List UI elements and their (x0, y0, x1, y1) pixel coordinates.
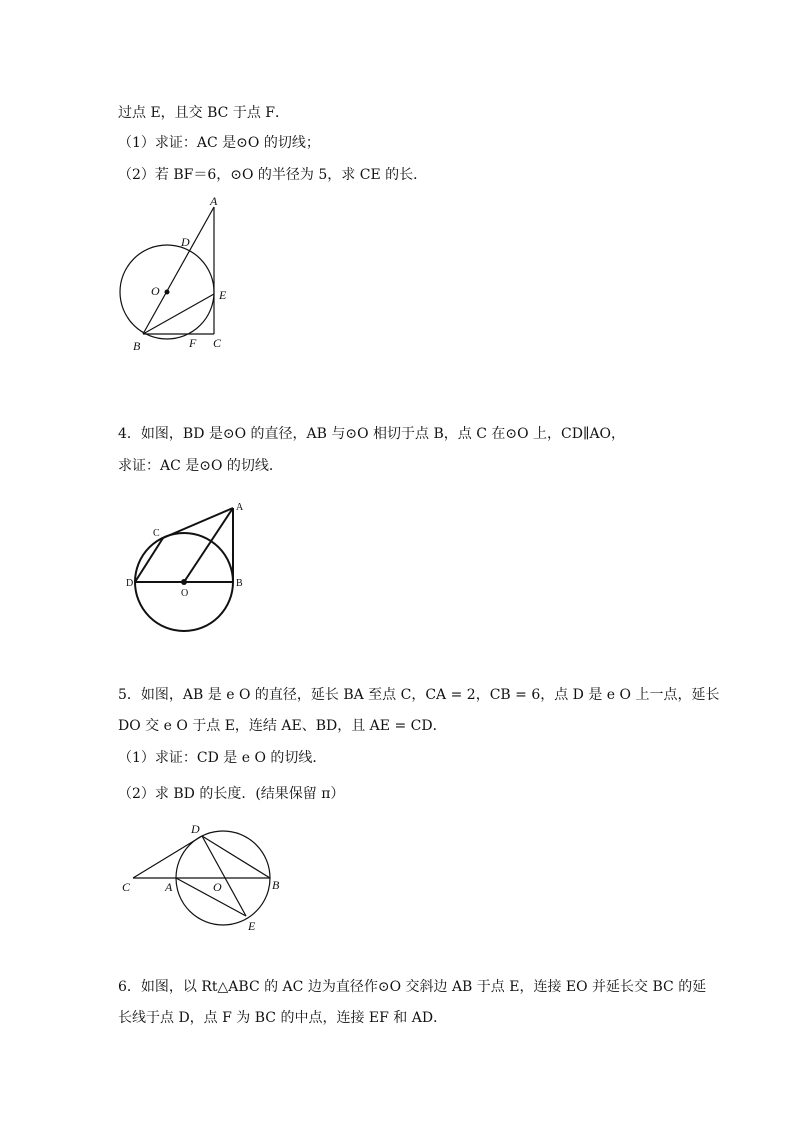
p3-question-2: （2）若 BF＝6，⊙O 的半径为 5，求 CE 的长． (118, 167, 428, 183)
p5-label-d: D (191, 822, 200, 836)
p3-text-line1: 过点 E，且交 BC 于点 F． (118, 105, 289, 121)
p5-label-e: E (248, 919, 256, 933)
p4-label-o: O (181, 588, 189, 599)
p4-label-d: D (126, 578, 134, 589)
p6-text-line1: 6．如图，以 Rt△ABC 的 AC 边为直径作⊙O 交斜边 AB 于点 E，连接 EO 并延长交 BC 的延 (118, 979, 707, 995)
p3-label-d: D (181, 235, 190, 249)
p4-text-line2: 求证：AC 是⊙O 的切线． (118, 458, 283, 474)
p5-label-a: A (165, 880, 173, 894)
p3-label-o: O (151, 284, 160, 298)
p4-label-a: A (236, 502, 244, 513)
p5-question-2: （2）求 BD 的长度．(结果保留 π） (118, 786, 345, 802)
p5-label-c: C (122, 880, 131, 894)
p3-label-b: B (133, 339, 141, 353)
p5-label-o: O (213, 880, 222, 894)
p3-question-1: （1）求证：AC 是⊙O 的切线； (118, 135, 320, 151)
p3-label-e: E (219, 288, 227, 302)
p4-label-b: B (236, 578, 243, 589)
p6-text-line2: 长线于点 D，点 F 为 BC 的中点，连接 EF 和 AD． (118, 1010, 448, 1026)
p4-text-line1: 4．如图，BD 是⊙O 的直径，AB 与⊙O 相切于点 B，点 C 在⊙O 上，CD∥AO， (118, 426, 626, 442)
p5-text-line2: DO 交 e O 于点 E，连结 AE、BD，且 AE = CD． (118, 718, 447, 734)
p4-label-c: C (153, 528, 160, 539)
p3-label-a: A (210, 194, 218, 208)
p5-label-b: B (272, 878, 280, 892)
p5-question-1: （1）求证：CD 是 e O 的切线． (118, 750, 327, 766)
p3-label-c: C (213, 336, 222, 350)
p3-label-f: F (189, 336, 197, 350)
p5-text-line1: 5．如图，AB 是 e O 的直径，延长 BA 至点 C，CA = 2，CB = 6，点 D 是 e O 上一点，延长 (118, 687, 720, 703)
